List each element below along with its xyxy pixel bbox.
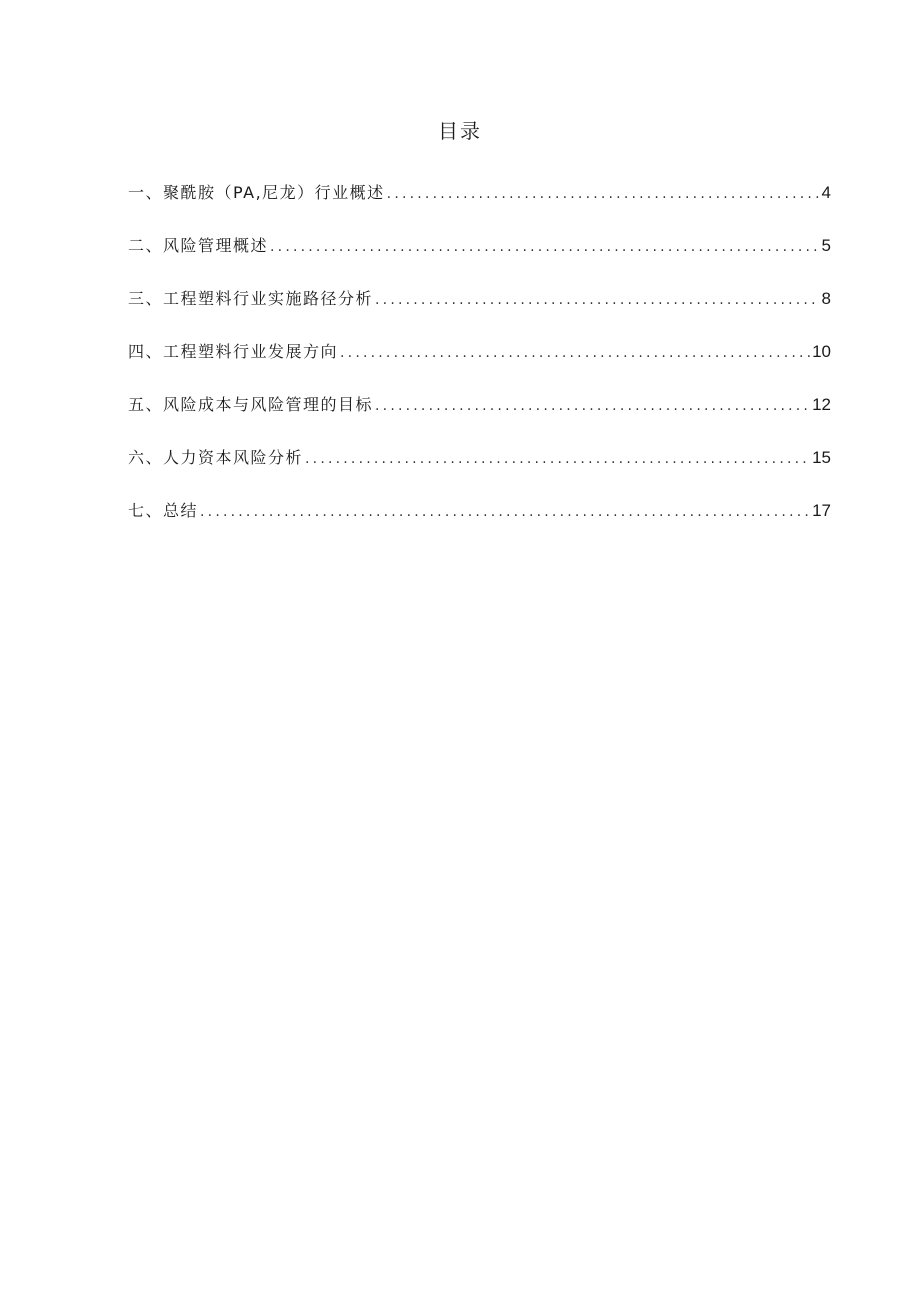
toc-entry-page-number: 5 [821, 236, 831, 255]
toc-entry[interactable] [128, 231, 831, 261]
toc-list [128, 178, 831, 549]
toc-dot-leader [270, 232, 820, 262]
toc-entry-label: 七、总结 [128, 501, 199, 520]
toc-entry-page-number: 10 [812, 342, 831, 361]
toc-entry-label: 四、工程塑料行业发展方向 [128, 342, 339, 361]
toc-entry[interactable] [128, 337, 831, 367]
toc-entry-label: 二、风险管理概述 [128, 236, 269, 255]
toc-entry-page-number: 12 [812, 395, 831, 414]
toc-dot-leader [340, 338, 810, 368]
toc-entry[interactable] [128, 284, 831, 314]
toc-dot-leader [375, 391, 810, 421]
toc-entry-page-number: 15 [812, 448, 831, 467]
toc-dot-leader [375, 285, 820, 315]
toc-entry[interactable] [128, 443, 831, 473]
toc-entry-label: 三、工程塑料行业实施路径分析 [128, 289, 374, 308]
toc-entry-page-number: 17 [812, 501, 831, 520]
toc-title: 目录 [438, 119, 482, 143]
toc-dot-leader [387, 179, 820, 209]
toc-entry[interactable] [128, 390, 831, 420]
toc-entry-label: 六、人力资本风险分析 [128, 448, 304, 467]
toc-entry-label: 五、风险成本与风险管理的目标 [128, 395, 374, 414]
toc-entry[interactable] [128, 178, 831, 208]
toc-entry-page-number: 4 [821, 183, 831, 202]
toc-dot-leader [305, 444, 810, 474]
toc-entry[interactable] [128, 496, 831, 526]
toc-dot-leader [200, 497, 810, 527]
toc-entry-label: 一、聚酰胺（PA,尼龙）行业概述 [128, 183, 385, 202]
toc-entry-page-number: 8 [821, 289, 831, 308]
